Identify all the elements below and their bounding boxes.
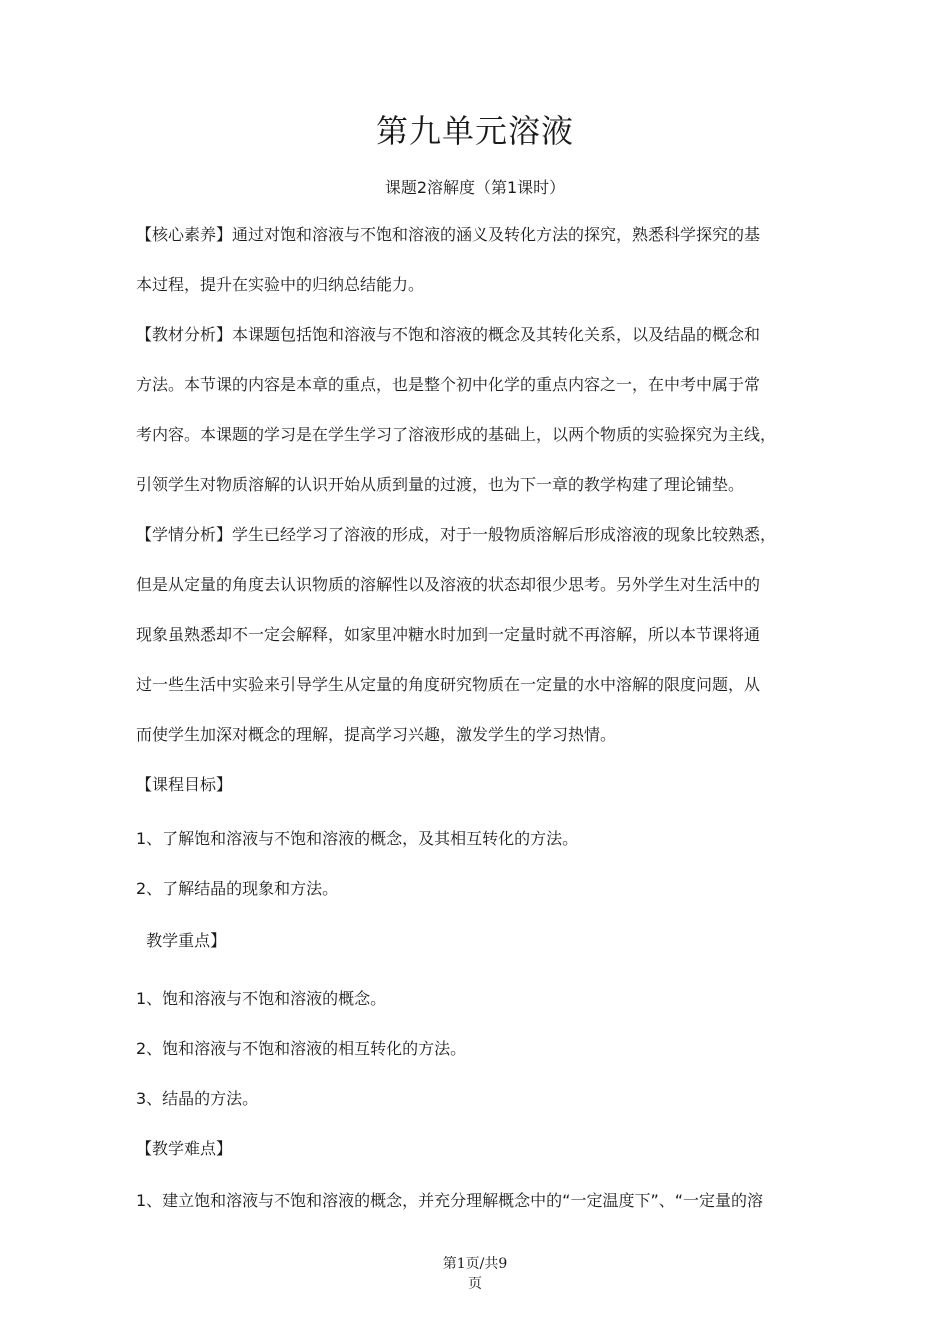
text-line: 【学情分析】学生已经学习了溶液的形成，对于一般物质溶解后形成溶液的现象比较熟悉，	[136, 525, 777, 544]
text-line: 现象虽熟悉却不一定会解释，如家里冲糖水时加到一定量时就不再溶解，所以本节课将通	[136, 625, 761, 644]
page-number-line: 页	[468, 1276, 482, 1292]
text-line: 【教材分析】本课题包括饱和溶液与不饱和溶液的概念及其转化关系，以及结晶的概念和	[136, 325, 761, 344]
section-heading: 教学重点】	[136, 931, 227, 950]
text-line: 引领学生对物质溶解的认识开始从质到量的过渡，也为下一章的教学构建了理论铺垫。	[136, 475, 745, 494]
section-heading: 【教学难点】	[136, 1139, 233, 1158]
text-line: 方法。本节课的内容是本章的重点，也是整个初中化学的重点内容之一，在中考中属于常	[136, 375, 761, 394]
page-subtitle: 课题2溶解度（第1课时）	[384, 178, 566, 197]
text-line: 而使学生加深对概念的理解，提高学习兴趣，激发学生的学习热情。	[136, 725, 617, 744]
list-item: 1、了解饱和溶液与不饱和溶液的概念，及其相互转化的方法。	[136, 829, 579, 848]
page-title: 第九单元溶液	[375, 112, 574, 150]
list-item: 2、了解结晶的现象和方法。	[136, 879, 339, 898]
text-line: 过一些生活中实验来引导学生从定量的角度研究物质在一定量的水中溶解的限度问题，从	[136, 675, 761, 694]
text-line: 但是从定量的角度去认识物质的溶解性以及溶液的状态却很少思考。另外学生对生活中的	[136, 575, 761, 594]
text-line: 本过程，提升在实验中的归纳总结能力。	[136, 275, 425, 294]
page-number-footer	[0, 1254, 950, 1294]
text-line: 【核心素养】通过对饱和溶液与不饱和溶液的涵义及转化方法的探究，熟悉科学探究的基	[136, 225, 761, 244]
section-heading: 【课程目标】	[136, 775, 233, 794]
text-line: 考内容。本课题的学习是在学生学习了溶液形成的基础上，以两个物质的实验探究为主线，	[136, 425, 777, 444]
list-item: 1、建立饱和溶液与不饱和溶液的概念，并充分理解概念中的“一定温度下”、“一定量的溶	[136, 1191, 764, 1210]
list-item: 3、结晶的方法。	[136, 1089, 259, 1108]
list-item: 1、饱和溶液与不饱和溶液的概念。	[136, 989, 387, 1008]
page-number-line: 第1页/共9	[442, 1256, 508, 1272]
list-item: 2、饱和溶液与不饱和溶液的相互转化的方法。	[136, 1039, 467, 1058]
